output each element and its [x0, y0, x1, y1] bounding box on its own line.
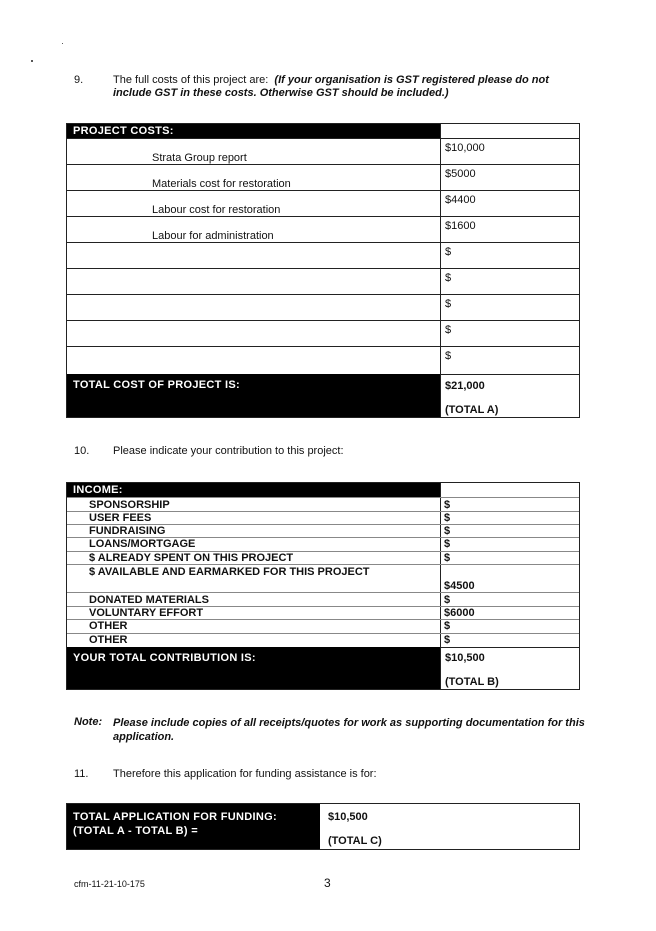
application-total-label [67, 804, 320, 849]
income-header: INCOME: [67, 483, 440, 497]
document-reference: cfm-11-21-10-175 [74, 879, 145, 889]
cost-item-value: $ [445, 246, 452, 258]
table-row [67, 346, 579, 374]
table-row [67, 537, 579, 551]
income-item-value: $4500 [444, 580, 475, 592]
table-row [67, 138, 579, 164]
cost-item-value: $5000 [445, 168, 476, 180]
application-label-line1: TOTAL APPLICATION FOR FUNDING: [73, 811, 277, 823]
project-costs-table [66, 123, 580, 418]
total-a-tag: (TOTAL A) [445, 404, 499, 416]
total-contribution-label: YOUR TOTAL CONTRIBUTION IS: [67, 647, 440, 689]
question-10-number: 10. [74, 445, 90, 457]
table-row [67, 551, 579, 564]
income-item-value: $ [444, 525, 451, 537]
cost-item-value: $ [445, 298, 452, 310]
question-11-number: 11. [74, 768, 89, 780]
income-item-label: FUNDRAISING [89, 525, 166, 537]
table-row [67, 633, 579, 647]
total-cost-value: $21,000 [445, 380, 485, 392]
project-costs-header: PROJECT COSTS: [67, 124, 440, 138]
note-text: Please include copies of all receipts/quotes for work as supporting documentation for this application. [113, 717, 585, 743]
income-item-value: $ [444, 538, 451, 550]
total-cost-label: TOTAL COST OF PROJECT IS: [67, 374, 440, 417]
application-total-value: $10,500 [328, 811, 368, 823]
income-item-value: $ [444, 620, 451, 632]
table-row [67, 164, 579, 190]
table-row [67, 511, 579, 524]
question-9-plain: The full costs of this project are: [113, 74, 269, 86]
total-contribution-value: $10,500 [445, 652, 485, 664]
application-total-table [66, 803, 580, 850]
income-item-value: $ [444, 594, 451, 606]
question-9-text [113, 74, 589, 100]
question-11-text: Therefore this application for funding assistance is for: [113, 768, 377, 780]
table-row [67, 216, 579, 242]
table-row [67, 524, 579, 537]
income-item-label: DONATED MATERIALS [89, 594, 209, 606]
question-9-gst-instruction: (If your organisation is GST registered please do not include GST in these costs. Otherwise GST should be included.) [113, 74, 549, 99]
income-item-label: LOANS/MORTGAGE [89, 538, 196, 550]
cost-item-label: Materials cost for restoration [152, 178, 291, 190]
cost-item-label: Labour for administration [152, 230, 274, 242]
cost-item-label: Labour cost for restoration [152, 204, 281, 216]
application-label-line2: (TOTAL A - TOTAL B) = [73, 825, 198, 837]
income-item-value: $ [444, 634, 451, 646]
income-item-label: OTHER [89, 620, 128, 632]
income-item-label: VOLUNTARY EFFORT [89, 607, 204, 619]
stray-mark [31, 60, 33, 62]
cost-item-value: $1600 [445, 220, 476, 232]
stray-mark [62, 43, 63, 44]
total-cost-cell [440, 374, 579, 417]
cost-item-value: $ [445, 272, 452, 284]
income-item-label: USER FEES [89, 512, 152, 524]
total-b-tag: (TOTAL B) [445, 676, 499, 688]
table-row [67, 242, 579, 268]
table-row [67, 294, 579, 320]
cost-item-value: $10,000 [445, 142, 485, 154]
table-row [67, 190, 579, 216]
table-row [67, 497, 579, 511]
cost-item-label: Strata Group report [152, 152, 247, 164]
table-row [67, 619, 579, 633]
income-table [66, 482, 580, 690]
question-10-text: Please indicate your contribution to this project: [113, 445, 344, 457]
income-item-label: $ AVAILABLE AND EARMARKED FOR THIS PROJECT [89, 566, 370, 578]
question-9-number: 9. [74, 74, 84, 86]
total-c-tag: (TOTAL C) [328, 835, 382, 847]
table-row [67, 268, 579, 294]
cost-item-value: $4400 [445, 194, 476, 206]
table-row [67, 320, 579, 346]
income-item-label: OTHER [89, 634, 128, 646]
income-item-label: SPONSORSHIP [89, 499, 170, 511]
table-row [67, 592, 579, 606]
income-item-value: $6000 [444, 607, 475, 619]
income-item-label: $ ALREADY SPENT ON THIS PROJECT [89, 552, 294, 564]
total-contribution-cell [440, 647, 579, 689]
income-item-value: $ [444, 512, 451, 524]
income-item-value: $ [444, 552, 451, 564]
table-row [67, 606, 579, 619]
income-item-value: $ [444, 499, 451, 511]
cost-item-value: $ [445, 350, 452, 362]
note-label: Note: [74, 716, 103, 728]
cost-item-value: $ [445, 324, 452, 336]
page-number: 3 [324, 876, 331, 890]
table-row [67, 564, 579, 592]
